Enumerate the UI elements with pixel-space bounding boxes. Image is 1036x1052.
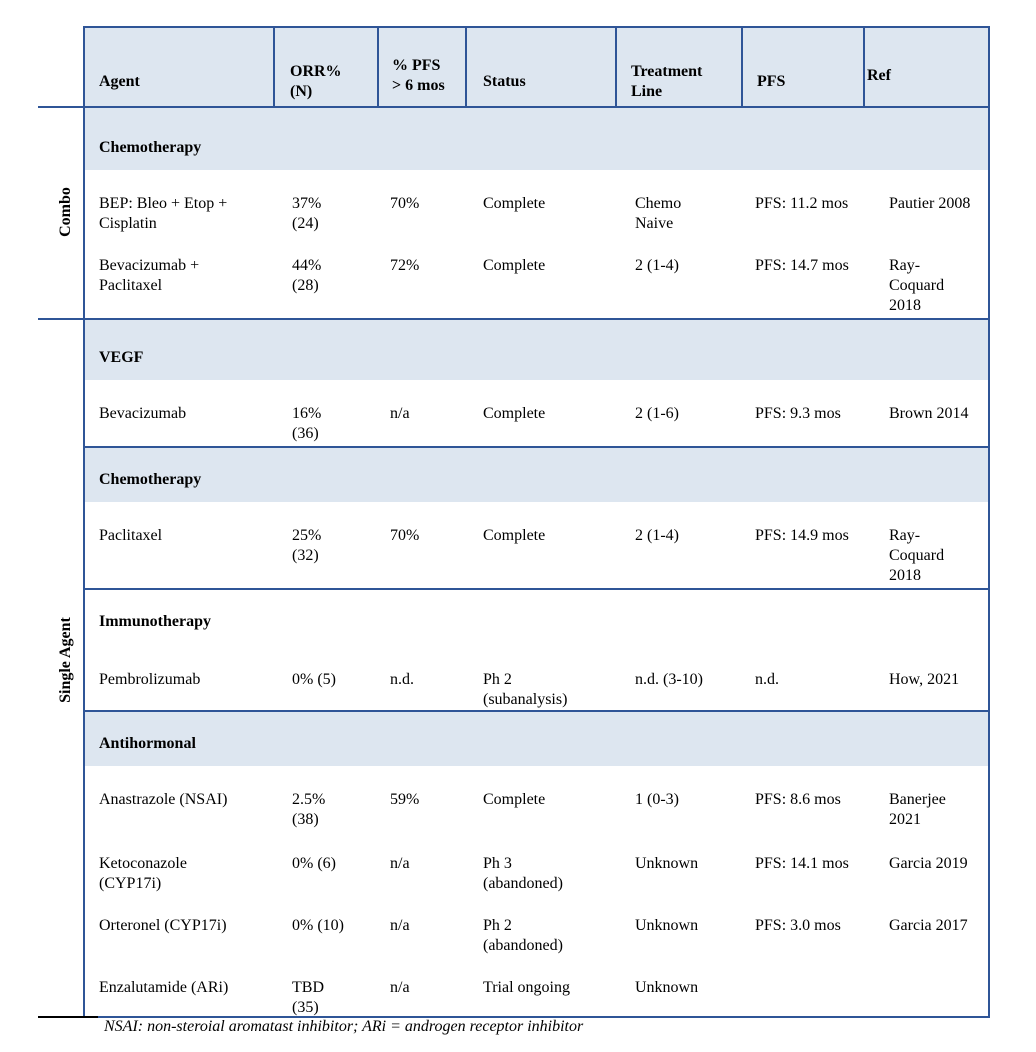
table-cell: 2 (1-4) xyxy=(635,527,679,544)
section-divider xyxy=(84,710,990,712)
table-top-border xyxy=(83,26,990,28)
table-cell: Unknown xyxy=(635,979,699,996)
column-header: Agent xyxy=(99,73,140,90)
table-cell: n.d. xyxy=(755,671,779,688)
table-cell: Orteronel (CYP17i) xyxy=(99,917,227,934)
table-cell: 0% (6) xyxy=(292,855,336,872)
table-cell: n/a xyxy=(390,405,410,422)
table-cell: Ph 3 (abandoned) xyxy=(483,855,563,892)
table-cell: 70% xyxy=(390,527,420,544)
section-title: Chemotherapy xyxy=(99,139,202,156)
table-cell: 25% (32) xyxy=(292,527,322,564)
section-title: Immunotherapy xyxy=(99,613,212,630)
table-cell: Complete xyxy=(483,257,546,274)
table-cell: 2 (1-4) xyxy=(635,257,679,274)
column-header: ORR% (N) xyxy=(290,63,342,100)
table-cell: Complete xyxy=(483,791,546,808)
table-cell: n/a xyxy=(390,917,410,934)
table-cell: 0% (10) xyxy=(292,917,344,934)
table-cell: Paclitaxel xyxy=(99,527,163,544)
table-cell: 37% (24) xyxy=(292,195,322,232)
section-header-background xyxy=(84,318,990,380)
table-cell: Banerjee 2021 xyxy=(889,791,946,828)
table-cell: Trial ongoing xyxy=(483,979,570,996)
table-cell: Complete xyxy=(483,527,546,544)
table-bottom-border xyxy=(83,1016,990,1018)
column-header: % PFS > 6 mos xyxy=(392,57,445,94)
header-bottom-border xyxy=(38,106,990,108)
table-cell: Bevacizumab + Paclitaxel xyxy=(99,257,200,294)
table-cell: 72% xyxy=(390,257,420,274)
table-left-border xyxy=(83,26,85,1018)
table-cell: TBD (35) xyxy=(292,979,324,1016)
table-cell: Complete xyxy=(483,405,546,422)
group-label: Combo xyxy=(57,187,74,237)
section-divider xyxy=(84,446,990,448)
table-cell: n.d. (3-10) xyxy=(635,671,703,688)
table-cell: Ph 2 (subanalysis) xyxy=(483,671,568,708)
section-header-background xyxy=(84,108,990,170)
header-column-divider xyxy=(377,26,379,108)
table-cell: BEP: Bleo + Etop + Cisplatin xyxy=(99,195,228,232)
section-header-background xyxy=(84,710,990,766)
table-cell: n.d. xyxy=(390,671,414,688)
table-cell: PFS: 14.1 mos xyxy=(755,855,849,872)
table-cell: PFS: 3.0 mos xyxy=(755,917,841,934)
table-cell: Pembrolizumab xyxy=(99,671,201,688)
table-cell: 16% (36) xyxy=(292,405,322,442)
column-header: Treatment Line xyxy=(631,63,703,100)
table-cell: Ketoconazole (CYP17i) xyxy=(99,855,187,892)
table-cell: Unknown xyxy=(635,855,699,872)
table-cell: PFS: 11.2 mos xyxy=(755,195,849,212)
table-cell: Garcia 2019 xyxy=(889,855,968,872)
table-cell: n/a xyxy=(390,979,410,996)
header-column-divider xyxy=(615,26,617,108)
header-column-divider xyxy=(741,26,743,108)
table-cell: 70% xyxy=(390,195,420,212)
table-cell: 2.5% (38) xyxy=(292,791,326,828)
table-cell: 2 (1-6) xyxy=(635,405,679,422)
section-divider xyxy=(84,588,990,590)
table-cell: Chemo Naive xyxy=(635,195,682,232)
column-header: Status xyxy=(483,73,526,90)
table-cell: PFS: 14.7 mos xyxy=(755,257,849,274)
table-cell: Ray- Coquard 2018 xyxy=(889,257,945,314)
table-cell: 44% (28) xyxy=(292,257,322,294)
table-cell: 0% (5) xyxy=(292,671,336,688)
column-header: Ref xyxy=(867,67,891,84)
header-column-divider xyxy=(863,26,865,108)
section-title: VEGF xyxy=(99,349,144,366)
table-cell: PFS: 8.6 mos xyxy=(755,791,841,808)
table-cell: Ph 2 (abandoned) xyxy=(483,917,563,954)
group-label: Single Agent xyxy=(57,617,74,703)
section-title: Chemotherapy xyxy=(99,471,202,488)
footnote: NSAI: non-steroial aromatast inhibitor; ARi = androgen receptor inhibitor xyxy=(104,1018,584,1035)
table-cell: How, 2021 xyxy=(889,671,960,688)
table-cell: Ray- Coquard 2018 xyxy=(889,527,945,584)
table-cell: Brown 2014 xyxy=(889,405,969,422)
table-cell: Enzalutamide (ARi) xyxy=(99,979,229,996)
table-cell: Unknown xyxy=(635,917,699,934)
table-cell: Pautier 2008 xyxy=(889,195,971,212)
table-cell: Garcia 2017 xyxy=(889,917,968,934)
section-header-background xyxy=(84,446,990,502)
header-column-divider xyxy=(465,26,467,108)
table-cell: n/a xyxy=(390,855,410,872)
table-cell: PFS: 9.3 mos xyxy=(755,405,841,422)
table-cell: Anastrazole (NSAI) xyxy=(99,791,228,808)
table-cell: 59% xyxy=(390,791,420,808)
table-cell: Bevacizumab xyxy=(99,405,187,422)
section-divider xyxy=(38,318,990,320)
section-title: Antihormonal xyxy=(99,735,196,752)
header-column-divider xyxy=(273,26,275,108)
table-cell: Complete xyxy=(483,195,546,212)
header-background xyxy=(84,28,990,106)
column-header: PFS xyxy=(757,73,786,90)
footnote-rule xyxy=(38,1016,98,1018)
table-right-border xyxy=(988,26,990,1018)
table-cell: PFS: 14.9 mos xyxy=(755,527,849,544)
table-cell: 1 (0-3) xyxy=(635,791,679,808)
